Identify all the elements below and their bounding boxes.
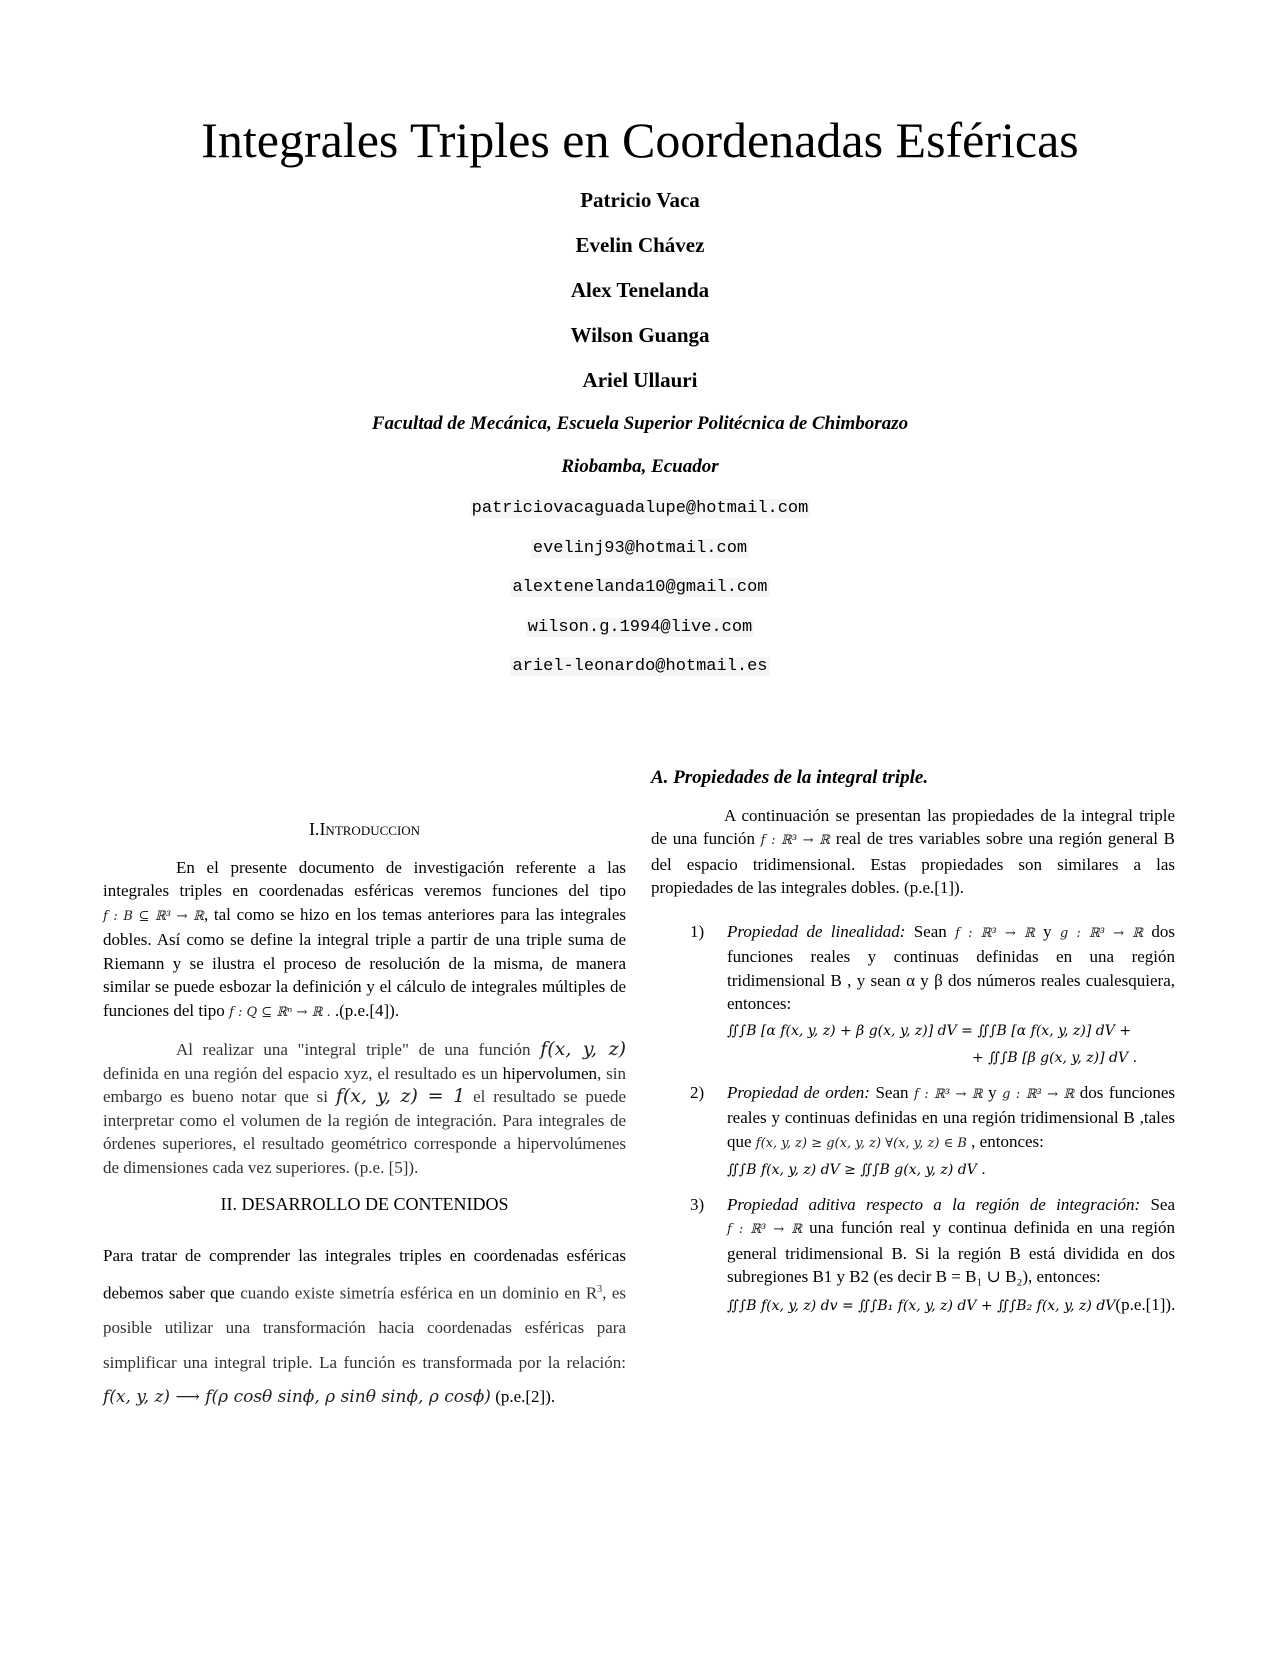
- property-name: Propiedad de linealidad:: [727, 921, 906, 941]
- link-text[interactable]: hipervolumen: [502, 1063, 598, 1083]
- section-heading-desarrollo: II. DESARROLLO DE CONTENIDOS: [220, 1194, 509, 1214]
- math-inline: f(x, y, z): [540, 1038, 626, 1060]
- section-title: Introduccion: [319, 819, 421, 839]
- text-run: y: [988, 1082, 997, 1102]
- properties-list: [651, 920, 1175, 1319]
- email-address[interactable]: alextenelanda10@gmail.com: [512, 578, 768, 597]
- list-item: [651, 1081, 1175, 1183]
- equation: [727, 1293, 1175, 1319]
- email-address[interactable]: wilson.g.1994@live.com: [527, 617, 753, 637]
- superscript: 3: [597, 1284, 603, 1295]
- email-address[interactable]: evelinj93@hotmail.com: [532, 538, 748, 558]
- list-number: 3): [690, 1194, 705, 1214]
- math-inline: f : ℝ³ → ℝ: [760, 833, 830, 848]
- subsection-heading: A. Propiedades de la integral triple.: [651, 767, 929, 788]
- text-run: Sean: [913, 921, 947, 941]
- math-inline: f : B ⊆ ℝ³ → ℝ: [103, 908, 204, 924]
- text-run: , es posible utilizar una transformación hacia coordenadas esféricas para simplificar una integral triple. La función es transformada por la relación:: [103, 1283, 627, 1372]
- intro-paragraph-2: [103, 1038, 626, 1179]
- desarrollo-block: [103, 1239, 626, 1415]
- math-inline: g : ℝ³ → ℝ: [1002, 1086, 1075, 1102]
- list-item: [651, 1193, 1175, 1319]
- text-run: A continuación se presentan las propiedades de la integral triple de una función: [651, 805, 1175, 848]
- text-run: definida en una región del espacio xyz, el resultado es un: [103, 1063, 498, 1083]
- affiliation: Facultad de Mecánica, Escuela Superior Politécnica de Chimborazo: [371, 413, 909, 434]
- math-inline: f(x, y, z) ≥ g(x, y, z) ∀(x, y, z) ∈ B: [755, 1135, 967, 1151]
- equation: ∬∫B f(x, y, z) dV ≥ ∬∫B g(x, y, z) dV .: [727, 1162, 986, 1178]
- text-run: dos funciones reales y continuas definidas en una región tridimensional B , y sean α y β dos números reales cualesquiera, entonces:: [727, 921, 1175, 1013]
- math-inline: f : ℝ³ → ℝ: [955, 925, 1035, 941]
- text-run: , entonces:: [971, 1131, 1044, 1151]
- equation-body: ∬∫B f(x, y, z) dv = ∬∫B₁ f(x, y, z) dV + ∬∫B₂ f(x, y, z) dV: [727, 1297, 1116, 1314]
- author-name: Wilson Guanga: [570, 323, 710, 347]
- text-run: Al realizar una "integral triple" de una función: [176, 1040, 531, 1059]
- author-name: Patricio Vaca: [580, 188, 700, 212]
- left-column: [103, 818, 626, 1415]
- math-inline: f(x, y, z) = 1: [335, 1085, 466, 1107]
- math-inline: f(x, y, z) ⟶ f(ρ cosθ sinϕ, ρ sinθ sinϕ, ρ cosϕ): [103, 1387, 491, 1408]
- property-name: Propiedad aditiva respecto a la región de integración:: [727, 1194, 1141, 1214]
- list-number: 1): [690, 921, 705, 941]
- desarrollo-paragraph: [103, 1239, 626, 1415]
- author-name: Evelin Chávez: [575, 233, 705, 257]
- math-inline: f : ℝ³ → ℝ: [727, 1222, 802, 1237]
- location: Riobamba, Ecuador: [561, 456, 719, 477]
- author-name: Alex Tenelanda: [570, 278, 710, 302]
- email-line: [0, 616, 1280, 656]
- text-run: Sea: [1150, 1194, 1176, 1214]
- text-run: , sin embargo es bueno notar que si: [103, 1063, 626, 1106]
- list-item: [651, 920, 1175, 1071]
- math-inline: f : ℝ³ → ℝ: [914, 1086, 983, 1102]
- author-name: Ariel Ullauri: [582, 368, 698, 392]
- email-address[interactable]: patriciovacaguadalupe@hotmail.com: [471, 499, 809, 518]
- author-block: [0, 186, 1280, 695]
- text-run: cuando existe simetría esférica en un dominio en R: [240, 1283, 598, 1303]
- text-run: Para tratar de comprender las integrales triples en coordenadas esféricas debemos saber que: [103, 1245, 626, 1303]
- email-address[interactable]: ariel-leonardo@hotmail.es: [512, 657, 768, 676]
- text-run: , tal como se hizo en los temas anteriores para las integrales dobles. Así como se define la integral triple a partir de una triple suma de Riemann y se ilustra el proceso de resolución de la misma, de manera similar se puede esbozar la definición y el cálculo de integrales múltiples de funciones del tipo: [103, 904, 626, 1020]
- citation: .(p.e.[4]).: [334, 1000, 400, 1020]
- email-line: [0, 497, 1280, 537]
- equation: ∬∫B [α f(x, y, z) + β g(x, y, z)] dV = ∬∫B [α f(x, y, z)] dV +: [727, 1022, 1132, 1039]
- email-line: [0, 537, 1280, 577]
- email-line: [0, 576, 1280, 616]
- email-line: [0, 655, 1280, 695]
- text-run: el resultado se puede interpretar como el volumen de la región de integración. Para integrales de órdenes superiores, el resultado geométrico corresponde a hipervolúmenes de dimensiones cada vez superiores. (p.e. [5]).: [103, 1087, 627, 1177]
- section-heading-intro: [103, 818, 626, 842]
- text-run: En el presente documento de investigación referente a las integrales triples en coordenadas esféricas veremos funciones del tipo: [103, 857, 626, 900]
- equation: + ∬∫B [β g(x, y, z)] dV .: [972, 1050, 1138, 1066]
- list-number: 2): [690, 1082, 705, 1102]
- citation: (p.e.[1]).: [1115, 1294, 1176, 1314]
- citation: (p.e.[2]).: [495, 1387, 556, 1407]
- text-run: Sean: [875, 1082, 909, 1102]
- text-run: real de tres variables sobre una región general B del espacio tridimensional. Estas propiedades son similares a las propiedades de las integrales dobles. (p.e.[1]).: [651, 829, 1175, 897]
- text-run: dos funciones reales y continuas definidas en una región tridimensional B ,tales que: [727, 1082, 1176, 1151]
- intro-paragraph-1: [103, 856, 626, 1025]
- section-number: I.: [308, 819, 320, 839]
- math-inline: f : Q ⊆ ℝⁿ → ℝ .: [229, 1004, 331, 1020]
- text-run: una función real y continua definida en una región general tridimensional B. Si la región B está dividida en dos subregiones B1 y B2 (es decir B = B₁ ∪ B₂), entonces:: [727, 1218, 1175, 1286]
- propiedades-intro: [651, 804, 1175, 900]
- paper-title: Integrales Triples en Coordenadas Esféricas: [201, 112, 1079, 168]
- math-inline: g : ℝ³ → ℝ: [1059, 925, 1144, 941]
- text-run: y: [1043, 921, 1052, 941]
- property-name: Propiedad de orden:: [727, 1082, 870, 1102]
- right-column: [651, 766, 1175, 1328]
